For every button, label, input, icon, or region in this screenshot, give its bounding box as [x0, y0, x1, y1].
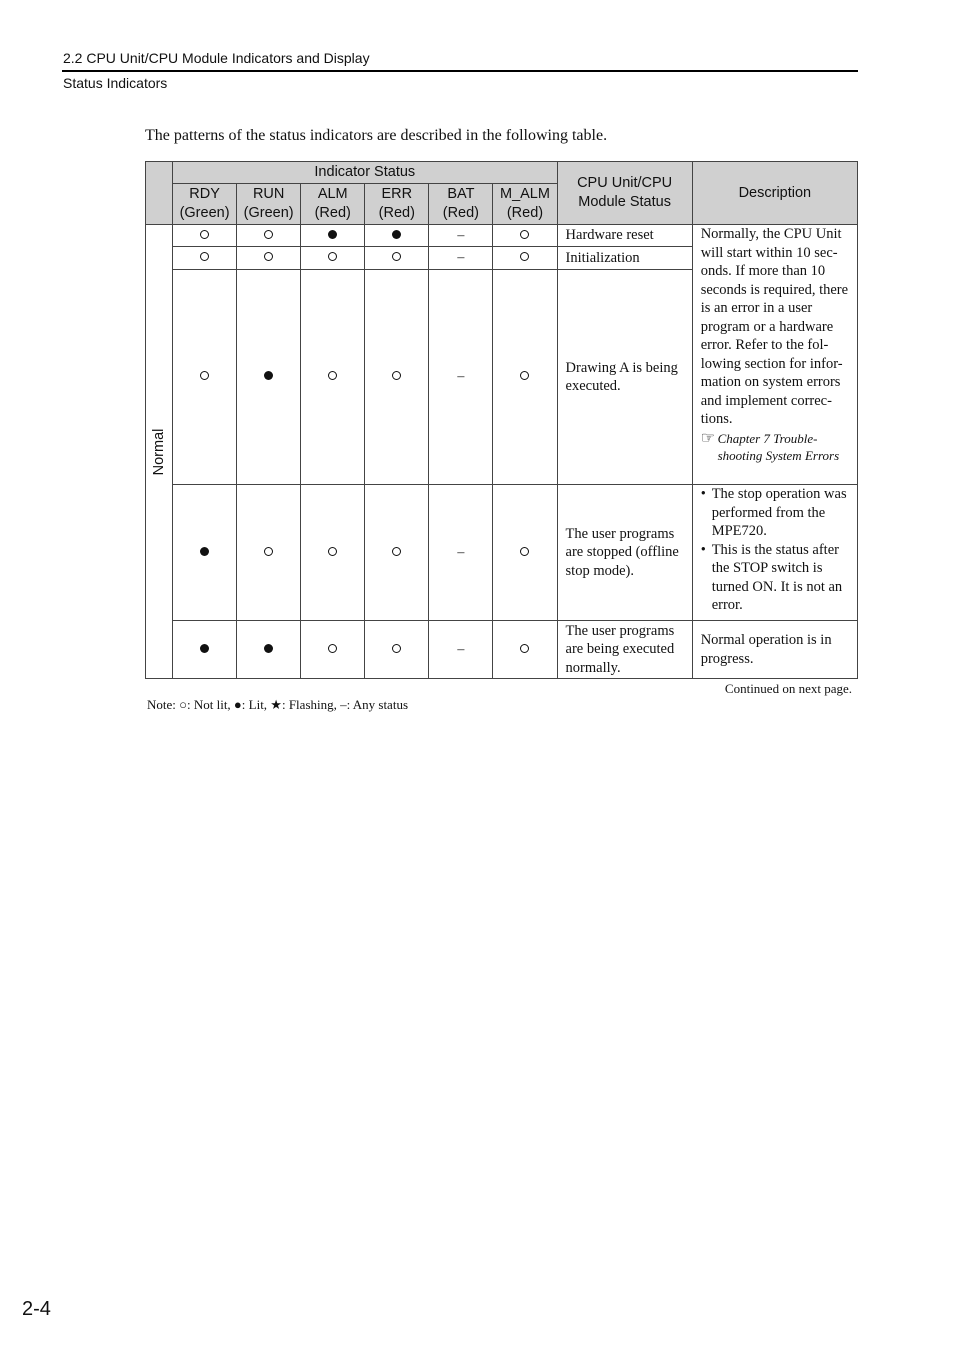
cpu-status-cell: Hardware reset — [557, 225, 692, 247]
lit-indicator-icon — [200, 547, 209, 556]
not-lit-indicator-icon — [328, 371, 337, 380]
corner-cell — [146, 162, 173, 225]
list-item: • The stop operation was performed from the MPE720. — [701, 485, 851, 541]
any-status-dash: – — [457, 250, 465, 265]
indicator-cell — [429, 485, 493, 621]
indicator-status-header: Indicator Status — [173, 162, 558, 184]
indicator-cell — [301, 270, 365, 485]
indicator-cell — [429, 621, 493, 679]
cpu-status-header-line1: CPU Unit/CPU — [577, 175, 673, 191]
indicator-cell — [429, 225, 493, 247]
not-lit-indicator-icon — [520, 547, 529, 556]
description-cell — [692, 225, 857, 485]
indicator-cell — [173, 270, 237, 485]
indicator-cell — [237, 225, 301, 247]
not-lit-indicator-icon — [392, 547, 401, 556]
legend-note: Note: ○: Not lit, ●: Lit, ★: Flashing, –: Any status — [147, 697, 409, 712]
category-cell — [146, 225, 173, 679]
list-item: • This is the status after the STOP switch is turned ON. It is not an error. — [701, 541, 851, 615]
indicator-cell — [237, 247, 301, 270]
indicator-cell — [237, 621, 301, 679]
indicator-name: BAT — [447, 186, 475, 202]
lit-indicator-icon — [264, 644, 273, 653]
indicator-color: (Red) — [314, 205, 351, 221]
description-cell — [692, 485, 857, 621]
not-lit-indicator-icon — [392, 252, 401, 261]
not-lit-indicator-icon — [200, 252, 209, 261]
indicator-cell — [365, 485, 429, 621]
not-lit-indicator-icon — [264, 252, 273, 261]
not-lit-indicator-icon — [264, 230, 273, 239]
indicator-cell — [365, 621, 429, 679]
indicator-cell — [493, 621, 557, 679]
any-status-dash: – — [457, 227, 465, 243]
indicator-cell — [429, 270, 493, 485]
indicator-cell — [173, 621, 237, 679]
indicator-color: (Green) — [179, 205, 230, 221]
description-text: Normally, the CPU Unit will start within 10 sec-onds. If more than 10 seconds is required, there is an error in a user program or a hardware error. Refer to the fol-lowing section for infor-mation on system errors and implement correc-tions. — [700, 226, 849, 427]
indicator-cell — [493, 247, 557, 270]
pointing-hand-icon: ☞ — [700, 429, 716, 447]
indicator-cell — [237, 485, 301, 621]
header-rule — [62, 70, 858, 72]
not-lit-indicator-icon — [264, 547, 273, 556]
reference-text: Chapter 7 Trouble-shooting System Errors — [717, 430, 840, 463]
indicator-column-header — [173, 184, 237, 225]
indicator-cell — [301, 485, 365, 621]
cpu-status-cell: Drawing A is being executed. — [557, 270, 692, 485]
any-status-dash: – — [457, 544, 465, 560]
not-lit-indicator-icon — [328, 644, 337, 653]
lit-indicator-icon — [392, 230, 401, 239]
indicator-color: (Green) — [243, 205, 294, 221]
status-indicator-table — [145, 161, 858, 679]
section-header: 2.2 CPU Unit/CPU Module Indicators and Display — [63, 50, 370, 66]
indicator-column-header — [301, 184, 365, 225]
not-lit-indicator-icon — [328, 252, 337, 261]
indicator-name: RUN — [252, 186, 285, 202]
cpu-status-header — [557, 162, 692, 225]
not-lit-indicator-icon — [200, 371, 209, 380]
table-row — [146, 621, 858, 679]
indicator-name: M_ALM — [499, 186, 550, 202]
indicator-cell — [365, 270, 429, 485]
lit-indicator-icon — [328, 230, 337, 239]
cpu-status-cell: The user programs are being executed normally. — [557, 621, 692, 679]
cpu-status-header-line2: Module Status — [578, 194, 671, 210]
indicator-column-header — [493, 184, 557, 225]
indicator-color: (Red) — [506, 205, 544, 221]
indicator-cell — [173, 485, 237, 621]
description-cell: Normal operation is in progress. — [692, 621, 857, 679]
cpu-status-cell: Initialization — [557, 247, 692, 270]
indicator-cell — [301, 621, 365, 679]
not-lit-indicator-icon — [520, 230, 529, 239]
subsection-header: Status Indicators — [63, 75, 168, 91]
indicator-color: (Red) — [378, 205, 415, 221]
indicator-cell — [173, 247, 237, 270]
any-status-dash: – — [457, 641, 465, 657]
lit-indicator-icon — [200, 644, 209, 653]
indicator-column-header — [237, 184, 301, 225]
not-lit-indicator-icon — [328, 547, 337, 556]
indicator-name: ALM — [317, 186, 348, 202]
indicator-cell — [301, 247, 365, 270]
not-lit-indicator-icon — [520, 644, 529, 653]
not-lit-indicator-icon — [392, 371, 401, 380]
indicator-cell — [237, 270, 301, 485]
cpu-status-cell: The user programs are stopped (offline stop mode). — [557, 485, 692, 621]
indicator-cell — [493, 485, 557, 621]
indicator-name: RDY — [189, 186, 220, 202]
description-header: Description — [692, 162, 857, 225]
lit-indicator-icon — [264, 371, 273, 380]
indicator-cell — [493, 270, 557, 485]
indicator-cell — [429, 247, 493, 270]
indicator-cell — [365, 247, 429, 270]
indicator-cell — [301, 225, 365, 247]
indicator-name: ERR — [381, 186, 413, 202]
indicator-column-header — [365, 184, 429, 225]
not-lit-indicator-icon — [392, 644, 401, 653]
page-number: 2-4 — [22, 1298, 51, 1320]
indicator-cell — [173, 225, 237, 247]
table-row — [146, 485, 858, 621]
not-lit-indicator-icon — [520, 371, 529, 380]
indicator-cell — [365, 225, 429, 247]
not-lit-indicator-icon — [520, 252, 529, 261]
indicator-color: (Red) — [442, 205, 480, 221]
indicator-column-header — [429, 184, 493, 225]
table-row — [146, 225, 858, 247]
intro-text: The patterns of the status indicators are described in the following table. — [145, 127, 608, 144]
any-status-dash: – — [457, 369, 465, 384]
indicator-cell — [493, 225, 557, 247]
chapter-reference — [701, 430, 851, 464]
not-lit-indicator-icon — [200, 230, 209, 239]
category-label: Normal — [151, 428, 168, 475]
continued-note: Continued on next page. — [724, 681, 852, 696]
description-bullets — [701, 485, 851, 615]
